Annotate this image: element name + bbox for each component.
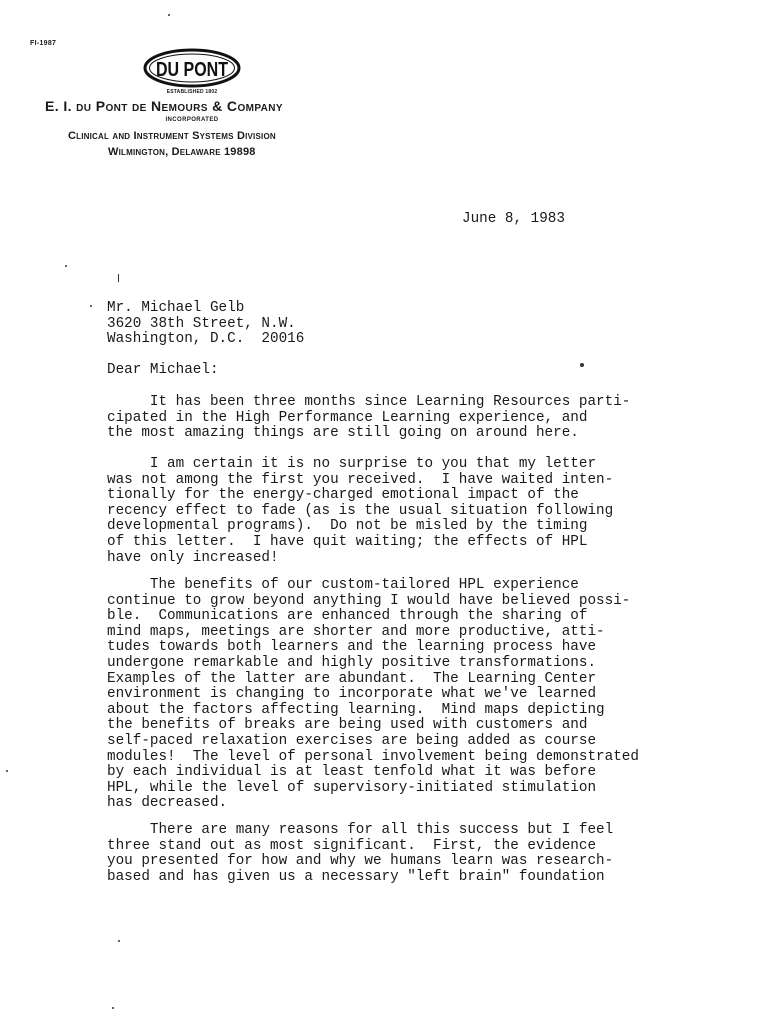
body-line: self-paced relaxation exercises are being added as course: [107, 732, 597, 749]
form-number: FI-1987: [30, 40, 57, 47]
body-line: It has been three months since Learning Resources parti-: [107, 394, 631, 410]
body-line: environment is changing to incorporate what we've learned: [107, 686, 597, 703]
scan-speck: [168, 14, 170, 16]
body-line: the benefits of breaks are being used with customers and: [107, 717, 588, 734]
scan-speck: [118, 274, 119, 282]
scan-speck: [580, 363, 584, 367]
body-line: was not among the first you received. I have waited inten-: [107, 471, 614, 488]
body-line: developmental programs). Do not be misled by the timing: [107, 518, 588, 535]
logo-established: ESTABLISHED 1802: [166, 89, 218, 95]
body-line: about the factors affecting learning. Mind maps depicting: [107, 701, 605, 718]
body-line: based and has given us a necessary "left brain" foundation: [107, 868, 605, 885]
body-line: ble. Communications are enhanced through the sharing of: [107, 608, 588, 625]
body-paragraph-1: [107, 395, 630, 442]
body-line: the most amazing things are still going on around here.: [107, 425, 579, 442]
salutation: Dear Michael:: [107, 362, 219, 378]
body-line: of this letter. I have quit waiting; the effects of HPL: [107, 533, 588, 550]
scan-speck: [65, 265, 67, 267]
body-line: I am certain it is no surprise to you that my letter: [107, 456, 597, 472]
body-line: tionally for the energy-charged emotional impact of the: [107, 487, 579, 504]
body-line: continue to grow beyond anything I would have believed possi-: [107, 592, 631, 609]
body-line: HPL, while the level of supervisory-initiated stimulation: [107, 779, 597, 796]
logo-text: DU PONT: [156, 59, 228, 81]
body-paragraph-3: [107, 578, 639, 812]
incorporated-label: INCORPORATED: [165, 117, 219, 123]
body-line: There are many reasons for all this success but I feel: [107, 822, 614, 838]
letter-date: June 8, 1983: [462, 211, 565, 227]
body-line: The benefits of our custom-tailored HPL experience: [107, 577, 579, 593]
scan-speck: [118, 940, 120, 942]
division-name: Clinical and Instrument Systems Division: [68, 130, 276, 142]
address-line: Washington, D.C. 20016: [107, 331, 305, 348]
body-line: three stand out as most significant. First, the evidence: [107, 837, 597, 854]
address-line: 3620 38th Street, N.W.: [107, 315, 296, 332]
body-line: has decreased.: [107, 795, 228, 812]
scan-speck: [6, 770, 8, 772]
body-line: undergone remarkable and highly positive transformations.: [107, 654, 597, 671]
address-line: Mr. Michael Gelb: [107, 300, 245, 316]
body-paragraph-4: [107, 823, 613, 885]
body-line: by each individual is at least tenfold what it was before: [107, 764, 597, 781]
dupont-oval-logo: [143, 48, 241, 94]
body-line: have only increased!: [107, 549, 279, 566]
body-paragraph-2: [107, 457, 613, 566]
body-line: Examples of the latter are abundant. The Learning Center: [107, 670, 597, 687]
company-city: Wilmington, Delaware 19898: [108, 146, 256, 158]
body-line: recency effect to fade (as is the usual situation following: [107, 502, 614, 519]
body-line: tudes towards both learners and the learning process have: [107, 639, 597, 656]
body-line: you presented for how and why we humans learn was research-: [107, 853, 614, 870]
body-line: mind maps, meetings are shorter and more productive, atti-: [107, 623, 605, 640]
company-name: E. I. du Pont de Nemours & Company: [45, 98, 283, 114]
body-line: modules! The level of personal involvement being demonstrated: [107, 748, 639, 765]
recipient-address: [107, 301, 304, 348]
scan-speck: [112, 1007, 114, 1009]
body-line: cipated in the High Performance Learning experience, and: [107, 409, 588, 426]
scan-speck: [90, 305, 92, 307]
